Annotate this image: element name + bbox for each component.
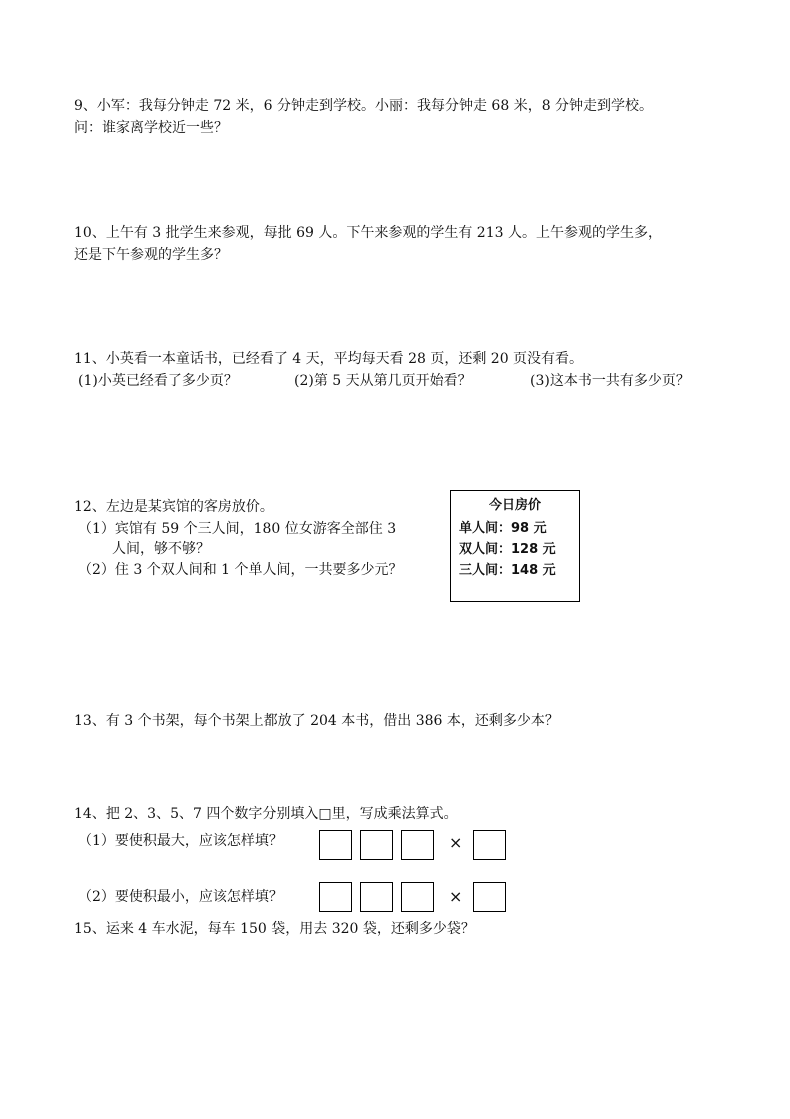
question-11-sub-3: (3)这本书一共有多少页？ xyxy=(530,373,690,389)
question-14-line-1: 14、把 2、3、5、7 四个数字分别填入□里，写成乘法算式。 xyxy=(74,806,458,822)
question-10-line-2: 还是下午参观的学生多？ xyxy=(74,247,228,263)
answer-box[interactable] xyxy=(319,830,352,860)
question-13 xyxy=(74,710,559,732)
question-10-line-1: 10、上午有 3 批学生来参观，每批 69 人。下午来参观的学生有 213 人。上午参观的学生多， xyxy=(74,225,662,241)
answer-box[interactable] xyxy=(319,882,352,912)
question-9-line-1: 9、小军：我每分钟走 72 米，6 分钟走到学校。小丽：我每分钟走 68 米，8 分钟走到学校。 xyxy=(74,98,654,114)
question-9 xyxy=(74,95,653,139)
question-10 xyxy=(74,222,662,266)
question-12-sub-1: （1）宾馆有 59 个三人间，180 位女游客全部住 3 xyxy=(78,521,397,537)
question-14-sub-1: （1）要使积最大，应该怎样填？ xyxy=(78,833,283,849)
question-11-sub-2: (2)第 5 天从第几页开始看？ xyxy=(294,373,472,389)
question-12-sub-1-cont: 人间，够不够？ xyxy=(112,541,210,557)
question-11-line-1: 11、小英看一本童话书，已经看了 4 天，平均每天看 28 页，还剩 20 页没有看。 xyxy=(74,351,584,367)
price-box-title: 今日房价 xyxy=(488,498,541,513)
question-15-line-1: 15、运来 4 车水泥，每车 150 袋，用去 320 袋，还剩多少袋？ xyxy=(74,921,475,937)
answer-box[interactable] xyxy=(360,882,393,912)
room-price-box xyxy=(450,490,580,602)
answer-box[interactable] xyxy=(401,830,434,860)
answer-box[interactable] xyxy=(401,882,434,912)
price-row-double: 双人间：128 元 xyxy=(459,542,556,557)
question-11 xyxy=(74,348,583,370)
question-14-sub-2: （2）要使积最小，应该怎样填？ xyxy=(78,889,283,905)
answer-box[interactable] xyxy=(473,830,506,860)
answer-box[interactable] xyxy=(360,830,393,860)
question-15 xyxy=(74,918,475,940)
price-row-single: 单人间：98 元 xyxy=(459,521,547,536)
question-12 xyxy=(74,496,274,518)
question-13-line-1: 13、有 3 个书架，每个书架上都放了 204 本书，借出 386 本，还剩多少本？ xyxy=(74,713,559,729)
multiply-sign: × xyxy=(449,833,463,852)
question-9-line-2: 问：谁家离学校近一些？ xyxy=(74,120,228,136)
multiply-sign: × xyxy=(449,887,463,906)
question-12-line-1: 12、左边是某宾馆的客房放价。 xyxy=(74,499,274,515)
question-12-sub-2: （2）住 3 个双人间和 1 个单人间，一共要多少元？ xyxy=(78,562,403,578)
question-11-sub-1: (1)小英已经看了多少页？ xyxy=(78,373,238,389)
price-row-triple: 三人间：148 元 xyxy=(459,563,556,578)
question-14 xyxy=(74,803,458,825)
answer-box[interactable] xyxy=(473,882,506,912)
